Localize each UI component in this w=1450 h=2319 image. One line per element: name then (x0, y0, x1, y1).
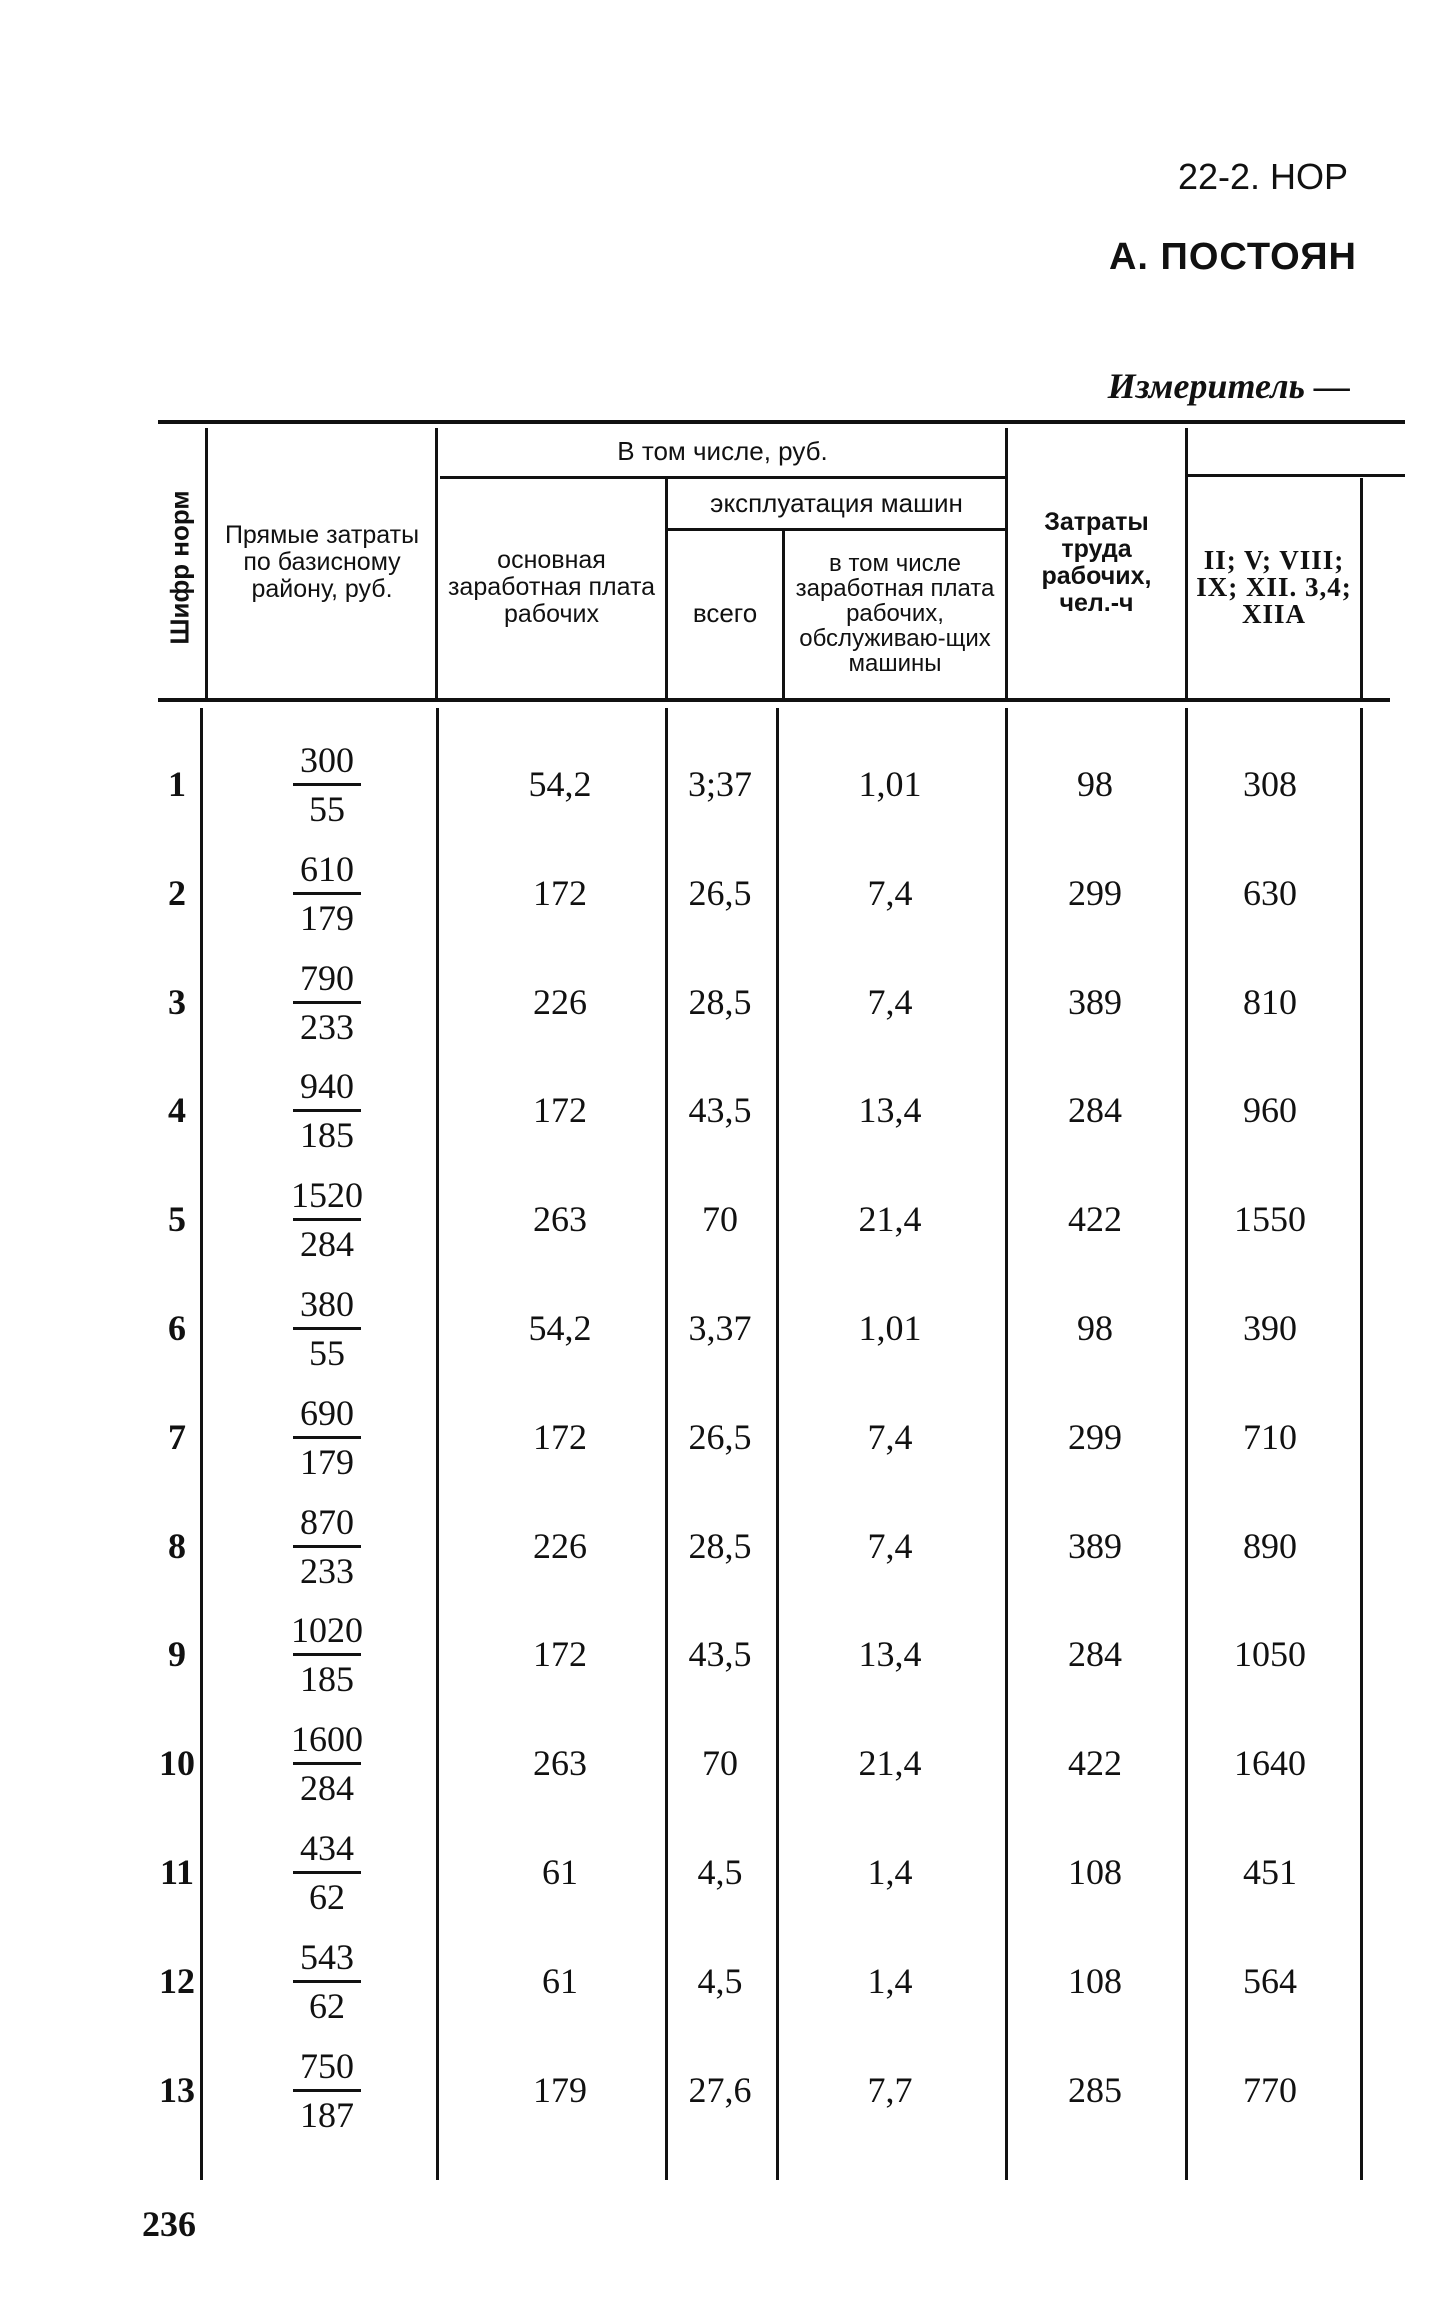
header-vline (435, 428, 438, 698)
fraction-bar (293, 1327, 361, 1330)
regions-value: 810 (1243, 982, 1297, 1022)
header-vline (782, 530, 785, 698)
row-code: 12 (159, 1961, 195, 2001)
row-code: 9 (168, 1634, 186, 1674)
direct-costs-salary-value: 179 (300, 897, 354, 938)
direct-costs-salary-value: 55 (309, 1332, 345, 1373)
machine-total-value: 70 (702, 1199, 738, 1239)
machine-salary-value: 1,01 (858, 1308, 922, 1348)
machine-salary-value: 7,4 (867, 982, 913, 1022)
direct-costs-value: 750 (300, 2045, 354, 2086)
base-salary-value: 54,2 (528, 764, 592, 804)
machine-total-value: 26,5 (688, 873, 752, 913)
machine-salary-value: 7,4 (867, 1417, 913, 1457)
labor-value: 98 (1077, 764, 1113, 804)
fraction-bar (293, 1980, 361, 1983)
header-including: В том числе, руб. (617, 435, 828, 466)
fraction-bar (293, 1871, 361, 1874)
direct-costs-fraction (272, 1165, 382, 1273)
labor-value: 299 (1068, 873, 1122, 913)
table-row (0, 1709, 1450, 1817)
section-title: А. ПОСТОЯН (1108, 236, 1357, 278)
machine-salary-value: 13,4 (858, 1090, 922, 1130)
regions-value: 1050 (1234, 1634, 1306, 1674)
base-salary-value: 226 (533, 1526, 587, 1566)
header-base-salary: основная заработная плата рабочих (447, 546, 656, 628)
row-code: 1 (168, 764, 186, 804)
machine-total-value: 70 (702, 1743, 738, 1783)
row-code: 11 (159, 1852, 194, 1892)
machine-total-value: 28,5 (688, 1526, 752, 1566)
machine-total-value: 26,5 (688, 1417, 752, 1457)
direct-costs-value: 1520 (291, 1174, 363, 1215)
direct-costs-fraction (272, 1600, 382, 1708)
regions-value: 890 (1243, 1526, 1297, 1566)
machine-total-value: 43,5 (688, 1634, 752, 1674)
direct-costs-fraction (272, 2036, 382, 2144)
labor-value: 422 (1068, 1199, 1122, 1239)
direct-costs-value: 790 (300, 957, 354, 998)
machine-salary-value: 13,4 (858, 1634, 922, 1674)
labor-value: 389 (1068, 1526, 1122, 1566)
table-row (0, 1383, 1450, 1491)
regions-value: 564 (1243, 1961, 1297, 2001)
machine-salary-value: 1,01 (858, 764, 922, 804)
base-salary-value: 172 (533, 1417, 587, 1457)
fraction-bar (293, 1653, 361, 1656)
machine-total-value: 3;37 (687, 764, 752, 804)
header-code: Шифр норм (164, 490, 195, 645)
direct-costs-fraction (272, 1818, 382, 1926)
header-vline (205, 428, 208, 698)
base-salary-value: 172 (533, 1090, 587, 1130)
machine-total-value: 43,5 (688, 1090, 752, 1130)
direct-costs-fraction (272, 1056, 382, 1164)
labor-value: 98 (1077, 1308, 1113, 1348)
labor-value: 422 (1068, 1743, 1122, 1783)
labor-value: 108 (1068, 1961, 1122, 2001)
machine-salary-value: 7,7 (867, 2070, 913, 2110)
fraction-bar (293, 2089, 361, 2092)
machine-total-value: 4,5 (697, 1852, 743, 1892)
direct-costs-value: 434 (300, 1827, 354, 1868)
row-code: 10 (159, 1743, 195, 1783)
table-row (0, 948, 1450, 1056)
regions-value: 770 (1243, 2070, 1297, 2110)
direct-costs-salary-value: 187 (300, 2094, 354, 2135)
header-divider-regions (1188, 474, 1405, 477)
table-row (0, 1927, 1450, 2035)
direct-costs-fraction (272, 1927, 382, 2035)
header-vline (1005, 428, 1008, 698)
direct-costs-value: 380 (300, 1283, 354, 1324)
header-vline (1360, 478, 1363, 698)
direct-costs-value: 610 (300, 848, 354, 889)
base-salary-value: 226 (533, 982, 587, 1022)
machine-salary-value: 21,4 (858, 1199, 922, 1239)
header-machine-total: всего (692, 598, 758, 628)
direct-costs-value: 300 (300, 739, 354, 780)
fraction-bar (293, 892, 361, 895)
labor-value: 285 (1068, 2070, 1122, 2110)
table-row (0, 1274, 1450, 1382)
row-code: 13 (159, 2070, 195, 2110)
regions-value: 1640 (1234, 1743, 1306, 1783)
base-salary-value: 263 (533, 1199, 587, 1239)
base-salary-value: 61 (542, 1852, 578, 1892)
row-code: 8 (168, 1526, 186, 1566)
section-code: 22-2. НОР (1178, 156, 1349, 197)
machine-salary-value: 21,4 (858, 1743, 922, 1783)
row-code: 4 (168, 1090, 186, 1130)
labor-value: 108 (1068, 1852, 1122, 1892)
fraction-bar (293, 1762, 361, 1765)
direct-costs-fraction (272, 839, 382, 947)
table-row (0, 1600, 1450, 1708)
direct-costs-value: 940 (300, 1065, 354, 1106)
fraction-bar (293, 1436, 361, 1439)
machine-total-value: 3,37 (688, 1308, 752, 1348)
regions-value: 1550 (1234, 1199, 1306, 1239)
labor-value: 284 (1068, 1090, 1122, 1130)
machine-salary-value: 7,4 (867, 873, 913, 913)
base-salary-value: 172 (533, 873, 587, 913)
machine-total-value: 28,5 (688, 982, 752, 1022)
machine-salary-value: 1,4 (867, 1852, 913, 1892)
direct-costs-fraction (272, 730, 382, 838)
direct-costs-fraction (272, 1274, 382, 1382)
header-divider-including (440, 476, 1005, 479)
row-code: 5 (168, 1199, 186, 1239)
direct-costs-salary-value: 233 (300, 1006, 354, 1047)
base-salary-value: 263 (533, 1743, 587, 1783)
page-number: 236 (142, 2204, 196, 2244)
fraction-bar (293, 1001, 361, 1004)
direct-costs-salary-value: 284 (300, 1767, 354, 1808)
direct-costs-salary-value: 185 (300, 1658, 354, 1699)
regions-value: 710 (1243, 1417, 1297, 1457)
table-top-rule (158, 420, 1405, 424)
labor-value: 284 (1068, 1634, 1122, 1674)
direct-costs-value: 1600 (291, 1718, 363, 1759)
header-bottom-rule (158, 698, 1390, 702)
direct-costs-salary-value: 233 (300, 1550, 354, 1591)
direct-costs-salary-value: 284 (300, 1223, 354, 1264)
table-row (0, 730, 1450, 838)
unit-label: Измеритель — (1107, 366, 1350, 406)
direct-costs-salary-value: 55 (309, 788, 345, 829)
direct-costs-salary-value: 62 (309, 1985, 345, 2026)
header-regions: II; V; VIII; IX; XII. 3,4; XIIA (1196, 545, 1352, 629)
table-row (0, 1056, 1450, 1164)
fraction-bar (293, 1218, 361, 1221)
direct-costs-value: 870 (300, 1501, 354, 1542)
regions-value: 630 (1243, 873, 1297, 913)
fraction-bar (293, 1545, 361, 1548)
machine-salary-value: 1,4 (867, 1961, 913, 2001)
direct-costs-value: 690 (300, 1392, 354, 1433)
direct-costs-salary-value: 179 (300, 1441, 354, 1482)
base-salary-value: 179 (533, 2070, 587, 2110)
table-row (0, 1492, 1450, 1600)
row-code: 6 (168, 1308, 186, 1348)
direct-costs-fraction (272, 1709, 382, 1817)
direct-costs-fraction (272, 1383, 382, 1491)
header-labor: Затраты труда рабочих, чел.-ч (1041, 507, 1152, 617)
direct-costs-value: 543 (300, 1936, 354, 1977)
header-direct-costs: Прямые затраты по базисному району, руб. (224, 521, 420, 603)
labor-value: 389 (1068, 982, 1122, 1022)
regions-value: 308 (1243, 764, 1297, 804)
header-vline (1185, 428, 1188, 698)
machine-total-value: 27,6 (688, 2070, 752, 2110)
direct-costs-fraction (272, 1492, 382, 1600)
regions-value: 451 (1243, 1852, 1297, 1892)
machine-salary-value: 7,4 (867, 1526, 913, 1566)
table-row (0, 839, 1450, 947)
machine-total-value: 4,5 (697, 1961, 743, 2001)
direct-costs-salary-value: 185 (300, 1114, 354, 1155)
table-row (0, 1818, 1450, 1926)
direct-costs-value: 1020 (291, 1609, 363, 1650)
row-code: 7 (168, 1417, 186, 1457)
regions-value: 960 (1243, 1090, 1297, 1130)
header-machine-operation: эксплуатация машин (710, 487, 963, 518)
table-row (0, 2036, 1450, 2144)
header-divider-machines (668, 528, 1005, 531)
direct-costs-fraction (272, 948, 382, 1056)
regions-value: 390 (1243, 1308, 1297, 1348)
row-code: 2 (168, 873, 186, 913)
fraction-bar (293, 1109, 361, 1112)
table-row (0, 1165, 1450, 1273)
base-salary-value: 61 (542, 1961, 578, 2001)
fraction-bar (293, 783, 361, 786)
direct-costs-salary-value: 62 (309, 1876, 345, 1917)
header-machine-salary: в том числе заработная плата рабочих, обслуживаю-щих машины (795, 550, 995, 677)
base-salary-value: 172 (533, 1634, 587, 1674)
row-code: 3 (168, 982, 186, 1022)
labor-value: 299 (1068, 1417, 1122, 1457)
base-salary-value: 54,2 (528, 1308, 592, 1348)
